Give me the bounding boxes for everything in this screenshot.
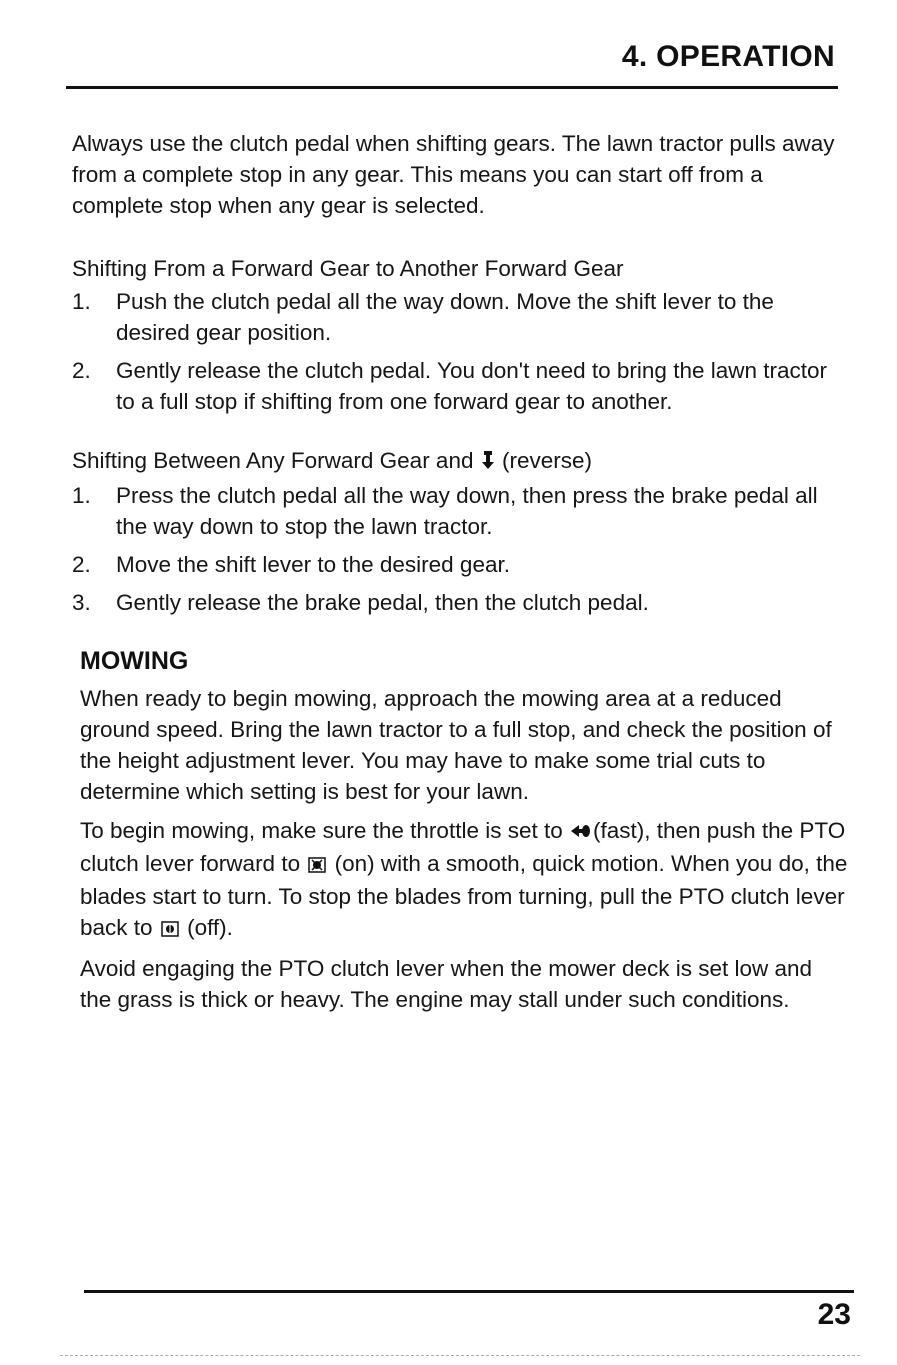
mowing-section-title: MOWING (80, 647, 189, 675)
header-rule (66, 86, 838, 89)
scan-edge-line (60, 1355, 860, 1356)
reverse-gear-icon (482, 447, 494, 478)
reverse-heading-suffix: (reverse) (502, 448, 593, 473)
page-content (72, 128, 848, 1023)
mowing-paragraph-2 (80, 815, 848, 945)
step-text: Gently release the clutch pedal. You don't need to bring the lawn tractor to a full stop if shifting from one forward gear to another. (116, 358, 828, 414)
mowing-text-part: To begin mowing, make sure the throttle is set to (80, 818, 563, 843)
step-number: 2. (72, 358, 91, 383)
mowing-text-part: (on) with a smooth, quick motion. When you do, the blades start to turn. To stop the blades from turning, pull the PTO clutch lever back to (80, 851, 848, 940)
step-number: 1. (72, 483, 91, 508)
reverse-shift-steps (72, 480, 848, 618)
reverse-shift-heading (72, 445, 848, 478)
list-item (72, 355, 848, 417)
step-text: Push the clutch pedal all the way down. Move the shift lever to the desired gear position. (116, 289, 774, 345)
forward-shift-steps (72, 286, 848, 417)
list-item (72, 286, 848, 348)
step-number: 3. (72, 590, 91, 615)
list-item (72, 549, 848, 580)
step-number: 1. (72, 289, 91, 314)
pto-off-icon (161, 914, 179, 945)
step-text: Press the clutch pedal all the way down, then press the brake pedal all the way down to stop the lawn tractor. (116, 483, 818, 539)
mowing-paragraph-1: When ready to begin mowing, approach the mowing area at a reduced ground speed. Bring the lawn tractor to a full stop, and check the position of the height adjustment lever. You may have to make some trial cuts to determine which setting is best for your lawn. (80, 686, 832, 804)
mowing-paragraph-3: Avoid engaging the PTO clutch lever when the mower deck is set low and the grass is thick or heavy. The engine may stall under such conditions. (80, 956, 813, 1012)
throttle-fast-icon (571, 817, 591, 848)
list-item (72, 480, 848, 542)
step-number: 2. (72, 552, 91, 577)
mowing-text-part: (fast), then push the PTO clutch lever forward to (80, 818, 846, 876)
step-text: Gently release the brake pedal, then the clutch pedal. (116, 590, 649, 615)
reverse-heading-text: Shifting Between Any Forward Gear and (72, 448, 474, 473)
list-item (72, 587, 848, 618)
pto-on-icon (308, 850, 326, 881)
step-text: Move the shift lever to the desired gear. (116, 552, 510, 577)
page-section-title: 4. OPERATION (621, 40, 835, 73)
forward-shift-heading: Shifting From a Forward Gear to Another Forward Gear (72, 256, 624, 281)
intro-paragraph: Always use the clutch pedal when shifting gears. The lawn tractor pulls away from a complete stop in any gear. This means you can start off from a complete stop when any gear is selected. (72, 131, 835, 218)
mowing-text-part: (off). (187, 915, 233, 940)
footer-rule (84, 1290, 854, 1293)
page-number: 23 (817, 1298, 851, 1331)
